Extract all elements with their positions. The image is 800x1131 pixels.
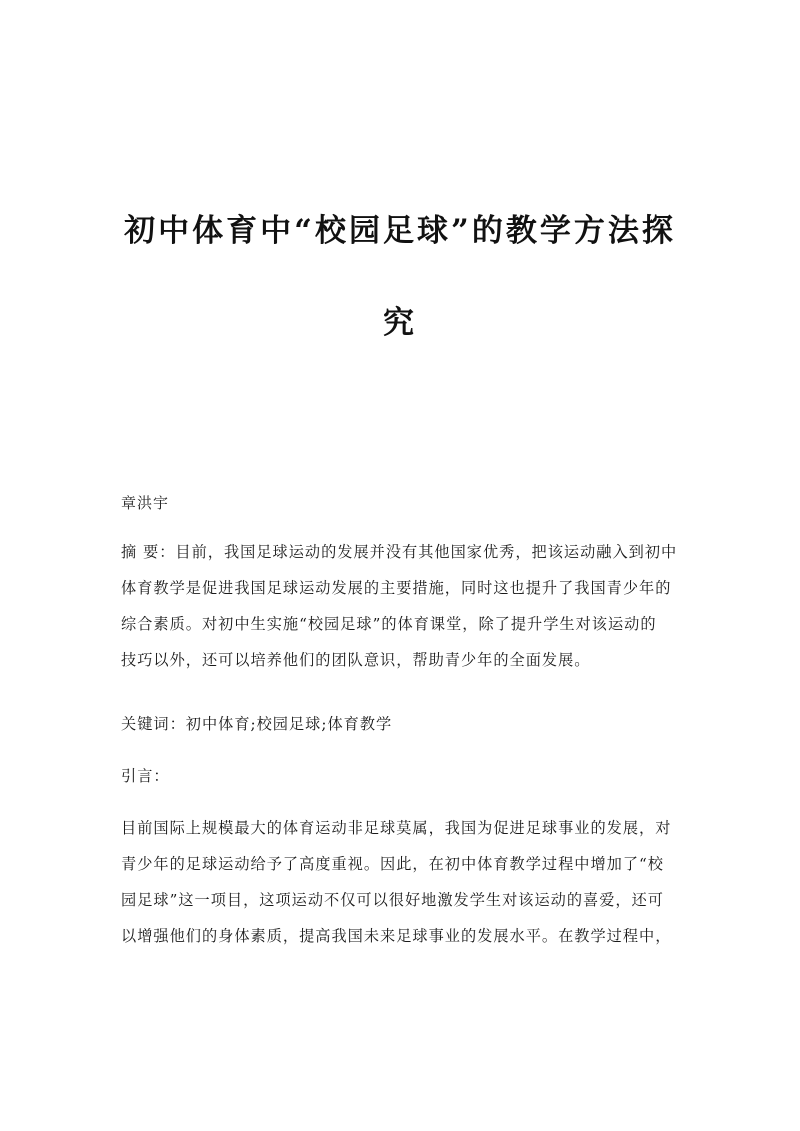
intro-line: 园足球”这一项目，这项运动不仅可以很好地激发学生对该运动的喜爱，还可 xyxy=(121,891,664,909)
intro-line: 以增强他们的身体素质，提高我国未来足球事业的发展水平。在教学过程中， xyxy=(121,927,672,945)
intro-heading: 引言： xyxy=(121,767,170,785)
intro-paragraph xyxy=(121,810,683,954)
abstract-line: 摘 要：目前，我国足球运动的发展并没有其他国家优秀，把该运动融入到初中 xyxy=(121,543,678,561)
author-name: 章洪宇 xyxy=(121,494,170,512)
abstract-paragraph xyxy=(121,534,683,678)
title-line-1: 初中体育中“校园足球”的教学方法探 xyxy=(124,213,676,249)
keywords-line: 关键词：初中体育;校园足球;体育教学 xyxy=(121,715,393,733)
abstract-line: 技巧以外，还可以培养他们的团队意识，帮助青少年的全面发展。 xyxy=(121,651,591,669)
page-title xyxy=(110,185,690,369)
intro-line: 目前国际上规模最大的体育运动非足球莫属，我国为促进足球事业的发展，对 xyxy=(121,819,672,837)
intro-line: 青少年的足球运动给予了高度重视。因此，在初中体育教学过程中增加了“校 xyxy=(121,855,664,873)
title-line-2: 究 xyxy=(383,305,417,341)
abstract-line: 综合素质。对初中生实施“校园足球”的体育课堂，除了提升学生对该运动的 xyxy=(121,615,657,633)
abstract-line: 体育教学是促进我国足球运动发展的主要措施，同时这也提升了我国青少年的 xyxy=(121,579,672,597)
